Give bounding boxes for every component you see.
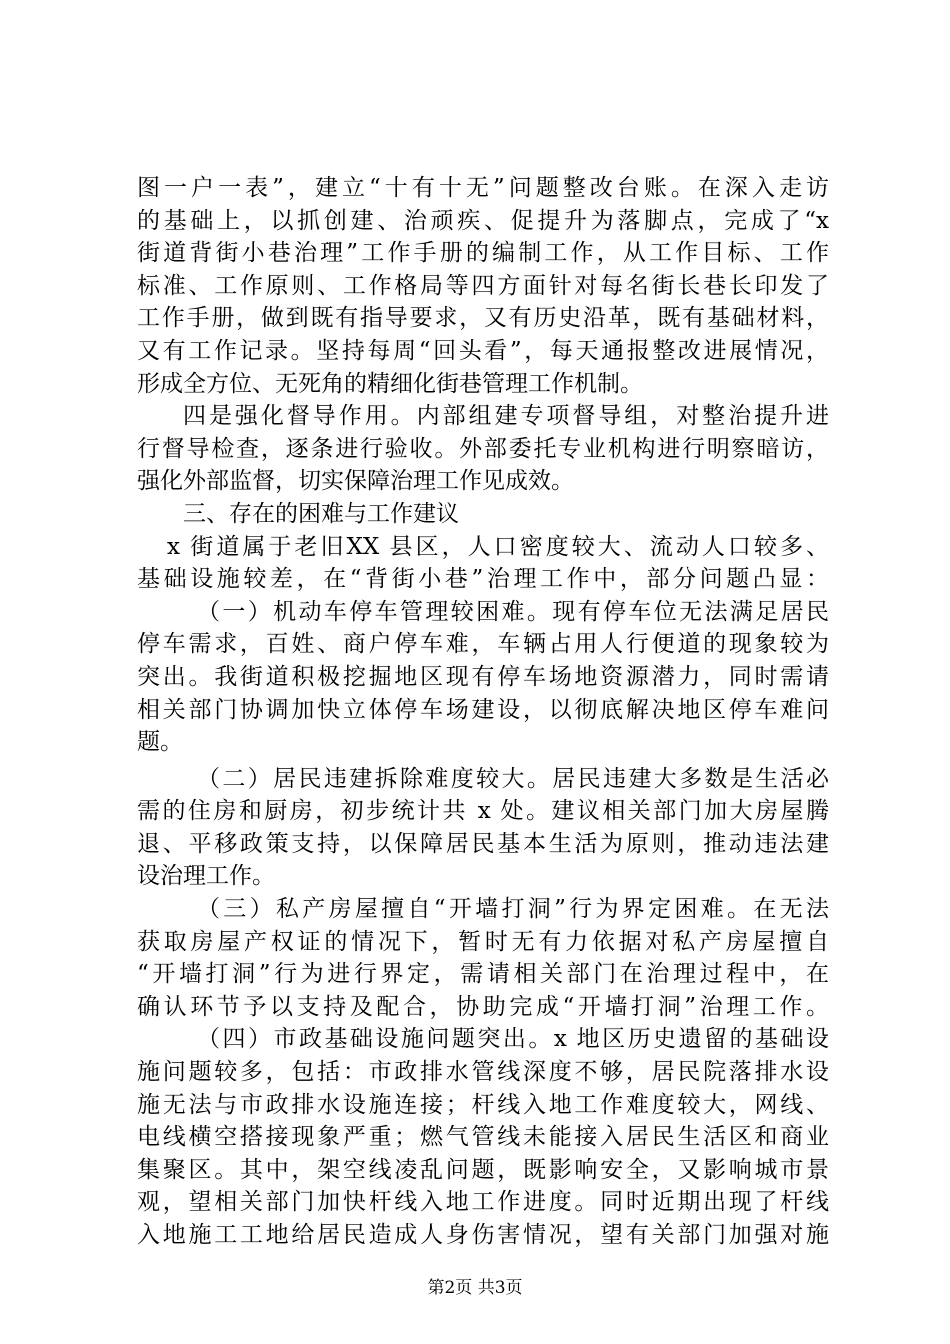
paragraph-line: 工作手册，做到既有指导要求，又有历史沿革，既有基础材料， xyxy=(137,305,829,332)
page-number: 第2页 共3页 xyxy=(427,1278,523,1298)
paragraph-line: 确认环节予以支持及配合，协助完成“开墙打洞”治理工作。 xyxy=(137,993,829,1020)
paragraph-line: 观，望相关部门加快杆线入地工作进度。同时近期出现了杆线 xyxy=(137,1189,829,1216)
paragraph-line: 题。 xyxy=(137,729,183,756)
paragraph-line: （三）私产房屋擅自“开墙打洞”行为界定困难。在无法 xyxy=(197,896,829,923)
paragraph-line: 入地施工工地给居民造成人身伤害情况，望有关部门加强对施 xyxy=(137,1222,829,1248)
section-heading: 三、存在的困难与工作建议 xyxy=(183,500,459,527)
paragraph-line: 施无法与市政排水设施连接；杆线入地工作难度较大，网线、 xyxy=(137,1091,829,1118)
paragraph-line: （一）机动车停车管理较困难。现有停车位无法满足居民 xyxy=(197,598,829,625)
paragraph-line: 需的住房和厨房，初步统计共 x 处。建议相关部门加大房屋腾 xyxy=(137,798,829,825)
paragraph-line: 设治理工作。 xyxy=(137,863,275,890)
paragraph-line: 的基础上，以抓创建、治顽疾、促提升为落脚点，完成了“x xyxy=(137,207,829,234)
paragraph-line: 退、平移政策支持，以保障居民基本生活为原则，推动违法建 xyxy=(137,830,829,857)
paragraph-line: 基础设施较差，在“背街小巷”治理工作中，部分问题凸显： xyxy=(137,566,829,593)
paragraph-line: 又有工作记录。坚持每周“回头看”，每天通报整改进展情况， xyxy=(137,337,829,364)
paragraph-line: （四）市政基础设施问题突出。x 地区历史遗留的基础设 xyxy=(197,1026,829,1053)
paragraph-line: 行督导检查，逐条进行验收。外部委托专业机构进行明察暗访， xyxy=(137,435,829,462)
paragraph-line: 街道背街小巷治理”工作手册的编制工作，从工作目标、工作 xyxy=(137,240,829,267)
paragraph-line: 形成全方位、无死角的精细化街巷管理工作机制。 xyxy=(137,370,643,397)
paragraph-line: 获取房屋产权证的情况下，暂时无有力依据对私产房屋擅自 xyxy=(137,928,829,955)
paragraph-line: 施问题较多，包括：市政排水管线深度不够，居民院落排水设 xyxy=(137,1059,829,1086)
paragraph-line: 停车需求，百姓、商户停车难，车辆占用人行便道的现象较为 xyxy=(137,631,829,658)
paragraph-line: 强化外部监督，切实保障治理工作见成效。 xyxy=(137,468,574,495)
paragraph-line: 集聚区。其中，架空线凌乱问题，既影响安全，又影响城市景 xyxy=(137,1156,829,1183)
paragraph-line: 图一户一表”，建立“十有十无”问题整改台账。在深入走访 xyxy=(137,175,829,201)
paragraph-line: “开墙打洞”行为进行界定，需请相关部门在治理过程中，在 xyxy=(137,961,829,988)
document-body xyxy=(137,172,829,1252)
paragraph-line: （二）居民违建拆除难度较大。居民违建大多数是生活必 xyxy=(197,765,829,792)
paragraph-line: 四是强化督导作用。内部组建专项督导组，对整治提升进 xyxy=(183,403,829,430)
paragraph-line: 电线横空搭接现象严重；燃气管线未能接入居民生活区和商业 xyxy=(137,1124,829,1151)
paragraph-line: 相关部门协调加快立体停车场建设，以彻底解决地区停车难问 xyxy=(137,696,829,723)
paragraph-line: 标准、工作原则、工作格局等四方面针对每名街长巷长印发了 xyxy=(137,272,829,299)
paragraph-line: x 街道属于老旧XX 县区，人口密度较大、流动人口较多、 xyxy=(167,533,829,560)
paragraph-line: 突出。我街道积极挖掘地区现有停车场地资源潜力，同时需请 xyxy=(137,663,829,690)
